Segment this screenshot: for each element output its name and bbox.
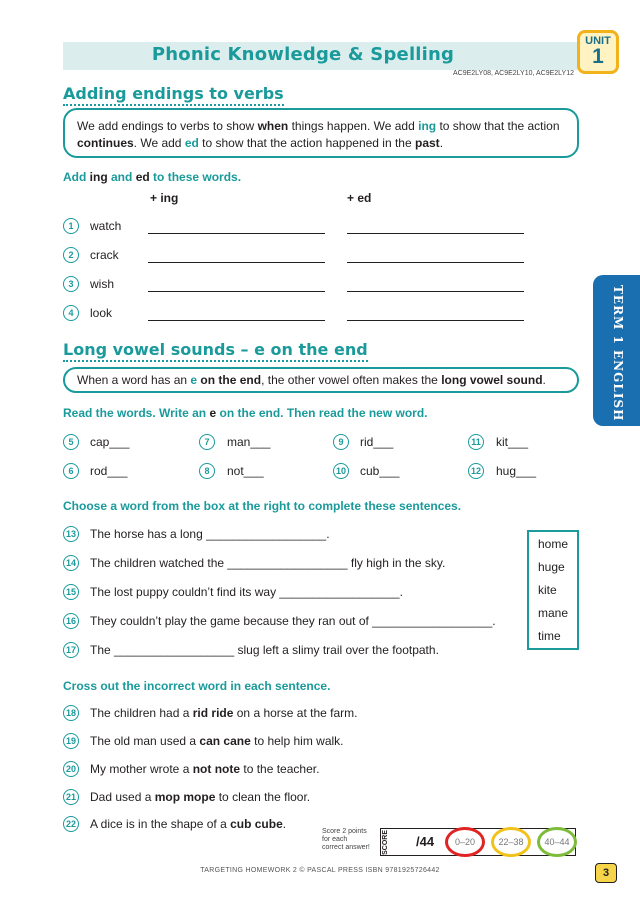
instruction-add-ing-ed	[63, 170, 241, 184]
question-number: 7	[199, 434, 215, 450]
score-note-line: Score 2 points	[322, 828, 367, 835]
unit-label: UNIT	[585, 35, 611, 47]
score-band-mid[interactable]: 22–38	[491, 827, 531, 857]
column-header-ing: + ing	[150, 191, 179, 205]
question-number: 3	[63, 276, 79, 292]
score-total[interactable]: /44	[416, 834, 435, 849]
sentence-text: to the teacher.	[240, 762, 320, 776]
verb-word: crack	[90, 248, 119, 262]
curriculum-codes: AC9E2LY08, AC9E2LY10, AC9E2LY12	[452, 70, 574, 77]
question-number: 11	[468, 434, 484, 450]
word-choice[interactable]: mop mope	[154, 790, 216, 804]
info-highlight: ed	[184, 136, 199, 150]
word-prompt[interactable]: rod___	[90, 464, 128, 478]
instruction-text: Read the words. Write an	[63, 406, 210, 420]
term-tab-label: TERM 1 ENGLISH	[611, 285, 625, 422]
answer-line-ed[interactable]	[347, 320, 524, 321]
question-number: 6	[63, 463, 79, 479]
score-label: SCORE	[382, 830, 389, 855]
info-highlight: e	[190, 373, 198, 387]
info-text: .	[439, 136, 444, 150]
score-band-low[interactable]: 0–20	[445, 827, 485, 857]
info-text: .	[542, 373, 546, 387]
answer-line-ed[interactable]	[347, 262, 524, 263]
question-number: 17	[63, 642, 79, 658]
column-header-ed: + ed	[347, 191, 372, 205]
info-box-long-vowel	[63, 367, 579, 393]
sentence-text: to help him walk.	[250, 734, 344, 748]
instruction-text: to these words.	[149, 170, 242, 184]
instruction-cross-out: Cross out the incorrect word in each sentence.	[63, 679, 331, 693]
sentence-text: My mother wrote a	[90, 762, 193, 776]
sentence-text: Dad used a	[90, 790, 155, 804]
word-box	[527, 530, 579, 650]
sentence	[90, 706, 358, 720]
page-title: Phonic Knowledge & Spelling	[151, 44, 455, 65]
instruction-text: Add	[63, 170, 90, 184]
answer-line-ing[interactable]	[148, 291, 325, 292]
question-number: 12	[468, 463, 484, 479]
word-choice[interactable]: cub cube	[230, 817, 283, 831]
question-number: 13	[63, 526, 79, 542]
info-bold: continues	[77, 136, 134, 150]
sentence[interactable]: The children watched the __________________ fly high in the sky.	[90, 556, 446, 570]
info-text: , the other vowel often makes the	[261, 373, 442, 387]
word-prompt[interactable]: man___	[227, 435, 271, 449]
answer-line-ing[interactable]	[148, 262, 325, 263]
question-number: 20	[63, 761, 79, 777]
answer-line-ed[interactable]	[347, 233, 524, 234]
answer-line-ing[interactable]	[148, 233, 325, 234]
question-number: 4	[63, 305, 79, 321]
word-prompt[interactable]: kit___	[496, 435, 529, 449]
question-number: 16	[63, 613, 79, 629]
sentence	[90, 817, 286, 831]
question-number: 2	[63, 247, 79, 263]
word-choice[interactable]: rid ride	[192, 706, 234, 720]
unit-badge	[577, 30, 619, 74]
word-choice[interactable]: can cane	[199, 734, 251, 748]
question-number: 9	[333, 434, 349, 450]
word-box-item: mane	[538, 606, 569, 620]
info-text: to show that the action happened in the	[198, 136, 415, 150]
score-note-line: correct answer!	[322, 844, 370, 851]
question-number: 5	[63, 434, 79, 450]
question-number: 19	[63, 733, 79, 749]
question-number: 10	[333, 463, 349, 479]
info-text: . We add	[133, 136, 185, 150]
word-box-item: huge	[538, 560, 565, 574]
answer-line-ing[interactable]	[148, 320, 325, 321]
instruction-text: on the end. Then read the new word.	[216, 406, 428, 420]
section-title-adding-endings: Adding endings to verbs	[63, 84, 284, 106]
sentence	[90, 734, 344, 748]
sentence-text: on a horse at the farm.	[233, 706, 358, 720]
word-box-item: home	[538, 537, 569, 551]
question-number: 22	[63, 816, 79, 832]
word-prompt[interactable]: cap___	[90, 435, 130, 449]
info-bold: on the end	[197, 373, 262, 387]
question-number: 15	[63, 584, 79, 600]
score-note	[322, 828, 370, 852]
word-prompt[interactable]: not___	[227, 464, 264, 478]
question-number: 21	[63, 789, 79, 805]
sentence	[90, 790, 310, 804]
page-number: 3	[595, 863, 617, 883]
question-number: 8	[199, 463, 215, 479]
unit-number: 1	[592, 45, 604, 68]
word-box-item: kite	[538, 583, 557, 597]
instruction-keyword: e	[209, 406, 217, 420]
sentence-text: A dice is in the shape of a	[90, 817, 231, 831]
score-band-high[interactable]: 40–44	[537, 827, 577, 857]
sentence[interactable]: The __________________ slug left a slimy trail over the footpath.	[90, 643, 439, 657]
sentence	[90, 762, 319, 776]
score-note-line: for each	[322, 836, 348, 843]
section-title-long-vowel: Long vowel sounds – e on the end	[63, 340, 368, 362]
verb-word: look	[90, 306, 113, 320]
question-number: 18	[63, 705, 79, 721]
word-box-item: time	[538, 629, 561, 643]
answer-line-ed[interactable]	[347, 291, 524, 292]
instruction-keyword: ing	[89, 170, 108, 184]
question-number: 14	[63, 555, 79, 571]
sentence-text: .	[282, 817, 287, 831]
footer-text: TARGETING HOMEWORK 2 © PASCAL PRESS ISBN 9781925726442	[200, 867, 440, 874]
verb-word: watch	[90, 219, 122, 233]
sentence-text: to clean the floor.	[215, 790, 311, 804]
info-text: things happen. We add	[288, 119, 419, 133]
info-text: to show that the action	[436, 119, 560, 133]
sentence[interactable]: The horse has a long __________________.	[90, 527, 330, 541]
info-highlight: ing	[418, 119, 437, 133]
instruction-text: and	[107, 170, 136, 184]
instruction-keyword: ed	[135, 170, 150, 184]
info-text: We add endings to verbs to show	[77, 119, 258, 133]
info-bold: long vowel sound	[441, 373, 543, 387]
info-bold: past	[415, 136, 440, 150]
word-prompt[interactable]: rid___	[360, 435, 394, 449]
sentence-text: The children had a	[90, 706, 193, 720]
info-text: When a word has an	[77, 373, 191, 387]
word-prompt[interactable]: cub___	[360, 464, 400, 478]
instruction-add-e	[63, 406, 428, 420]
sentence[interactable]: The lost puppy couldn’t find its way __________________.	[90, 585, 403, 599]
verb-word: wish	[90, 277, 115, 291]
instruction-choose-word: Choose a word from the box at the right to complete these sentences.	[63, 499, 462, 513]
word-prompt[interactable]: hug___	[496, 464, 537, 478]
sentence[interactable]: They couldn’t play the game because they ran out of __________________.	[90, 614, 496, 628]
info-box-adding-endings	[63, 108, 579, 158]
sentence-text: The old man used a	[90, 734, 200, 748]
question-number: 1	[63, 218, 79, 234]
info-bold: when	[257, 119, 289, 133]
word-choice[interactable]: not note	[192, 762, 241, 776]
